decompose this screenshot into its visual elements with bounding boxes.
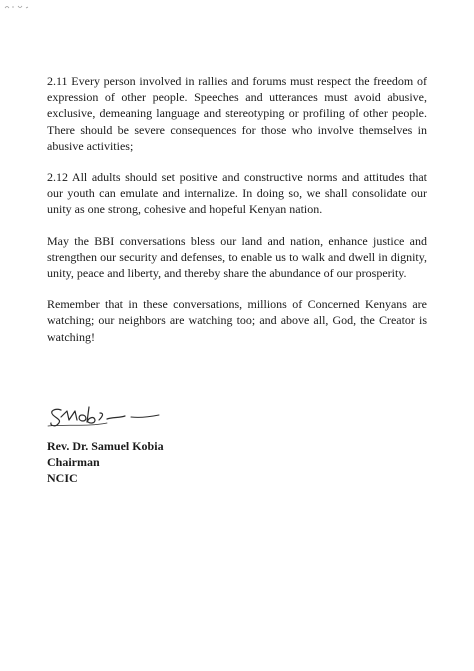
signature-block bbox=[47, 438, 164, 487]
handwritten-signature bbox=[47, 400, 162, 432]
signatory-organization: NCIC bbox=[47, 471, 78, 486]
signatory-title: Chairman bbox=[47, 455, 100, 470]
letter-body bbox=[47, 73, 427, 345]
signatory-name: Rev. Dr. Samuel Kobia bbox=[47, 439, 164, 453]
paragraph-closing: Remember that in these conversations, millions of Concerned Kenyans are watching; our neighbors are watching too; and above all, God, the Creator is watching! bbox=[47, 297, 427, 344]
paragraph-2-12: 2.12 All adults should set positive and constructive norms and attitudes that our youth can emulate and internalize. In doing so, we shall consolidate our unity as one strong, cohesive and hopeful Kenyan nation. bbox=[47, 170, 427, 217]
scan-corner-mark bbox=[4, 2, 32, 12]
paragraph-blessing: May the BBI conversations bless our land and nation, enhance justice and strengthen our security and defenses, to enable us to walk and dwell in dignity, unity, peace and liberty, and thereby share the abundance of our prosperity. bbox=[47, 233, 427, 281]
paragraph-2-11: 2.11 Every person involved in rallies and forums must respect the freedom of expression of other people. Speeches and utterances must avoid abusive, exclusive, demeaning language and stereotyping or profiling of other people. There should be severe consequences for those who involve themselves in abusive activities; bbox=[47, 74, 427, 153]
